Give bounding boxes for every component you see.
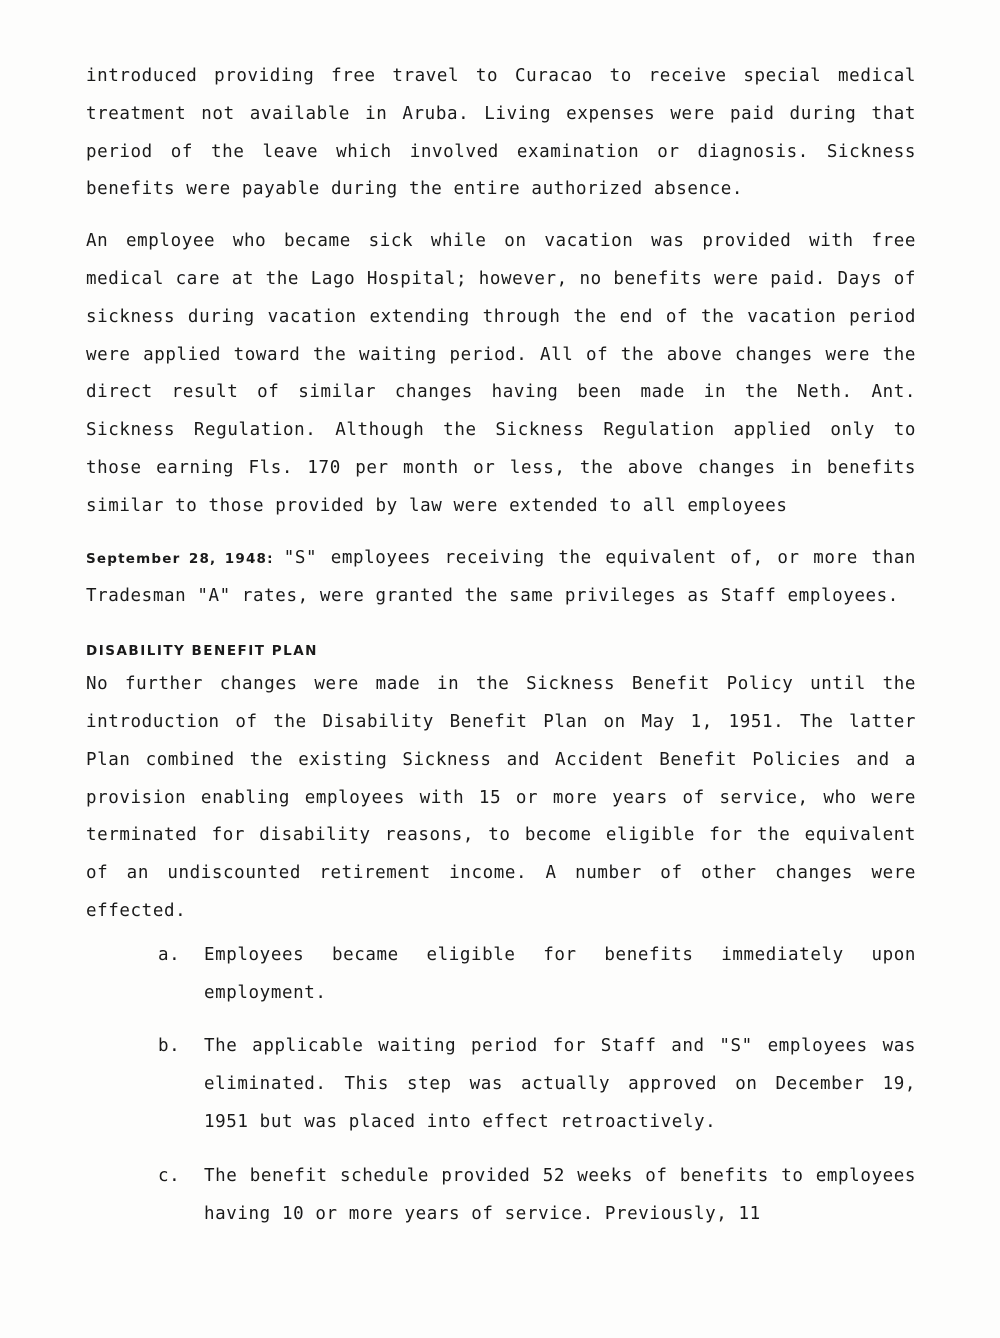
list-marker: b. [158, 1036, 181, 1057]
list-item [86, 1028, 916, 1141]
list-item-text: The applicable waiting period for Staff and "S" employees was eliminated. This step was actually approved on December 19, 1951 but was placed into effect retroactively. [204, 1036, 916, 1132]
list-item [86, 1158, 916, 1234]
list-item-text: The benefit schedule provided 52 weeks of benefits to employees having 10 or more years of service. Previously, 11 [204, 1165, 916, 1224]
list-item-text: Employees became eligible for benefits immediately upon employment. [204, 944, 916, 1003]
page-content [86, 58, 916, 1249]
list-item [86, 937, 916, 1013]
date-lead: September 28, 1948: [86, 550, 274, 567]
paragraph-disability-intro: No further changes were made in the Sickness Benefit Policy until the introduction of the Disability Benefit Plan on May 1, 1951. The latter Plan combined the existing Sickness and Accident Benefit Policies and a provision enabling employees with 15 or more years of service, who were terminated for disability reasons, to become eligible for the equivalent of an undiscounted retirement income. A number of other changes were effected. [86, 674, 916, 921]
paragraph-september-1948 [86, 540, 916, 617]
section-heading: DISABILITY BENEFIT PLAN [86, 643, 318, 660]
list-marker: a. [158, 944, 181, 965]
changes-list [86, 937, 916, 1234]
paragraph-curacao-travel: introduced providing free travel to Curacao to receive special medical treatment not available in Aruba. Living expenses were paid during that period of the leave which involved examination or diagnosis. Sickness benefits were payable during the entire authorized absence. [86, 66, 916, 200]
paragraph-vacation-sickness: An employee who became sick while on vacation was provided with free medical care at the Lago Hospital; however, no benefits were paid. Days of sickness during vacation extending through the end of the vacation period were applied toward the waiting period. All of the above changes were the direct result of similar changes having been made in the Neth. Ant. Sickness Regulation. Although the Sickness Regulation applied only to those earning Fls. 170 per month or less, the above changes in benefits similar to those provided by law were extended to all employees [86, 231, 916, 516]
paragraph-september-1948-text: "S" employees receiving the equivalent of, or more than Tradesman "A" rates, were granted the same privileges as Staff employees. [86, 547, 916, 607]
list-marker: c. [158, 1165, 181, 1186]
